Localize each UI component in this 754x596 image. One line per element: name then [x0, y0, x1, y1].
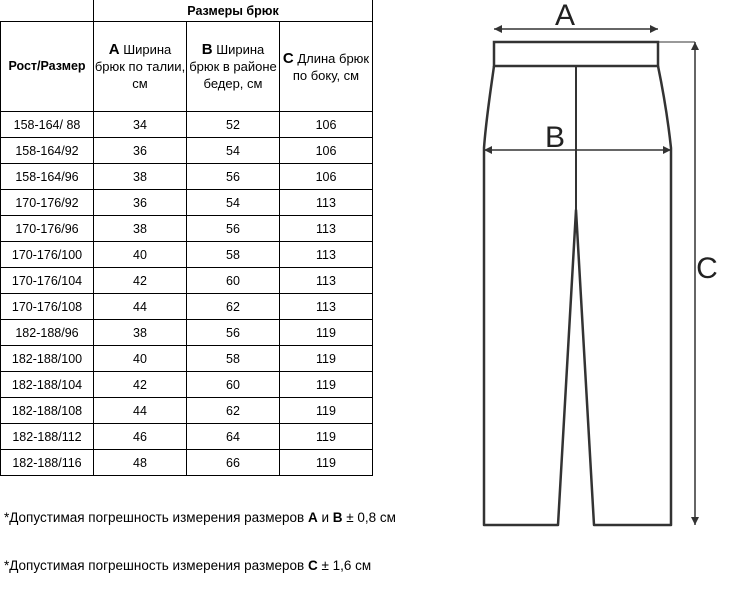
note1-and: и	[317, 510, 333, 525]
row-size-cell: 158-164/ 88	[1, 112, 94, 138]
row-hip-cell: 58	[187, 346, 280, 372]
note2-prefix: *Допустимая погрешность измерения размеров	[4, 558, 308, 573]
dimension-c-label: C	[696, 252, 718, 285]
row-hip-cell: 58	[187, 242, 280, 268]
row-size-cell: 182-188/100	[1, 346, 94, 372]
note1-prefix: *Допустимая погрешность измерения размеров	[4, 510, 308, 525]
row-waist-cell: 44	[94, 294, 187, 320]
table-row	[1, 450, 373, 476]
tolerance-note-ab	[4, 510, 396, 525]
row-length-cell: 113	[280, 190, 373, 216]
row-waist-cell: 48	[94, 450, 187, 476]
header-hip-text: Ширина брюк в районе бедер, см	[189, 42, 277, 91]
row-size-cell: 158-164/96	[1, 164, 94, 190]
row-length-cell: 106	[280, 164, 373, 190]
table-title-row	[1, 0, 373, 22]
row-length-cell: 113	[280, 242, 373, 268]
row-hip-cell: 52	[187, 112, 280, 138]
table-body	[1, 112, 373, 476]
row-waist-cell: 40	[94, 242, 187, 268]
header-letter-a: А	[108, 41, 120, 58]
header-side-length	[280, 22, 373, 112]
header-length-text: Длина брюк по боку, см	[292, 50, 370, 83]
row-length-cell: 113	[280, 268, 373, 294]
row-waist-cell: 38	[94, 216, 187, 242]
row-length-cell: 119	[280, 372, 373, 398]
table-row	[1, 320, 373, 346]
table-row	[1, 164, 373, 190]
row-size-cell: 170-176/96	[1, 216, 94, 242]
row-size-cell: 182-188/116	[1, 450, 94, 476]
row-hip-cell: 60	[187, 372, 280, 398]
row-waist-cell: 42	[94, 268, 187, 294]
row-hip-cell: 54	[187, 190, 280, 216]
row-size-cell: 182-188/112	[1, 424, 94, 450]
note2-letter-c: С	[307, 558, 318, 573]
table-row	[1, 216, 373, 242]
row-size-cell: 182-188/108	[1, 398, 94, 424]
row-hip-cell: 60	[187, 268, 280, 294]
header-waist-width	[94, 22, 187, 112]
table-title-blank	[1, 0, 94, 22]
dimension-a-label: A	[554, 0, 576, 32]
row-hip-cell: 66	[187, 450, 280, 476]
tolerance-note-c	[4, 558, 371, 573]
table-row	[1, 294, 373, 320]
note2-suffix: ± 1,6 см	[317, 558, 372, 573]
row-length-cell: 119	[280, 424, 373, 450]
header-letter-b: В	[201, 41, 213, 58]
row-size-cell: 182-188/104	[1, 372, 94, 398]
row-hip-cell: 54	[187, 138, 280, 164]
table-row	[1, 138, 373, 164]
row-waist-cell: 36	[94, 190, 187, 216]
row-hip-cell: 56	[187, 320, 280, 346]
note1-suffix: ± 0,8 см	[342, 510, 396, 525]
table-row	[1, 190, 373, 216]
row-hip-cell: 62	[187, 294, 280, 320]
row-hip-cell: 64	[187, 424, 280, 450]
row-length-cell: 113	[280, 216, 373, 242]
row-size-cell: 170-176/108	[1, 294, 94, 320]
note1-letter-b: В	[332, 510, 343, 525]
row-waist-cell: 38	[94, 164, 187, 190]
row-length-cell: 119	[280, 450, 373, 476]
header-hip-width	[187, 22, 280, 112]
row-waist-cell: 46	[94, 424, 187, 450]
row-waist-cell: 42	[94, 372, 187, 398]
table-row	[1, 398, 373, 424]
row-hip-cell: 56	[187, 164, 280, 190]
table-row	[1, 268, 373, 294]
table-row	[1, 346, 373, 372]
size-table	[0, 0, 373, 476]
row-length-cell: 119	[280, 346, 373, 372]
row-length-cell: 119	[280, 398, 373, 424]
row-length-cell: 106	[280, 112, 373, 138]
row-hip-cell: 56	[187, 216, 280, 242]
row-hip-cell: 62	[187, 398, 280, 424]
table-row	[1, 372, 373, 398]
row-size-cell: 170-176/100	[1, 242, 94, 268]
note1-letter-a: А	[307, 510, 318, 525]
row-waist-cell: 40	[94, 346, 187, 372]
row-waist-cell: 38	[94, 320, 187, 346]
row-length-cell: 106	[280, 138, 373, 164]
diagram-background	[478, 0, 754, 596]
row-length-cell: 119	[280, 320, 373, 346]
dimension-b-label: B	[544, 121, 566, 154]
table-row	[1, 242, 373, 268]
row-size-cell: 170-176/104	[1, 268, 94, 294]
row-length-cell: 113	[280, 294, 373, 320]
row-waist-cell: 34	[94, 112, 187, 138]
trousers-diagram	[478, 0, 754, 596]
table-title: Размеры брюк	[94, 0, 373, 22]
header-waist-text: Ширина брюк по талии, см	[94, 42, 186, 91]
row-size-cell: 158-164/92	[1, 138, 94, 164]
header-height-size: Рост/Размер	[1, 22, 94, 112]
header-letter-c: С	[282, 49, 294, 67]
row-waist-cell: 44	[94, 398, 187, 424]
table-row	[1, 424, 373, 450]
row-size-cell: 170-176/92	[1, 190, 94, 216]
table-header-row	[1, 22, 373, 112]
table-row	[1, 112, 373, 138]
row-waist-cell: 36	[94, 138, 187, 164]
row-size-cell: 182-188/96	[1, 320, 94, 346]
